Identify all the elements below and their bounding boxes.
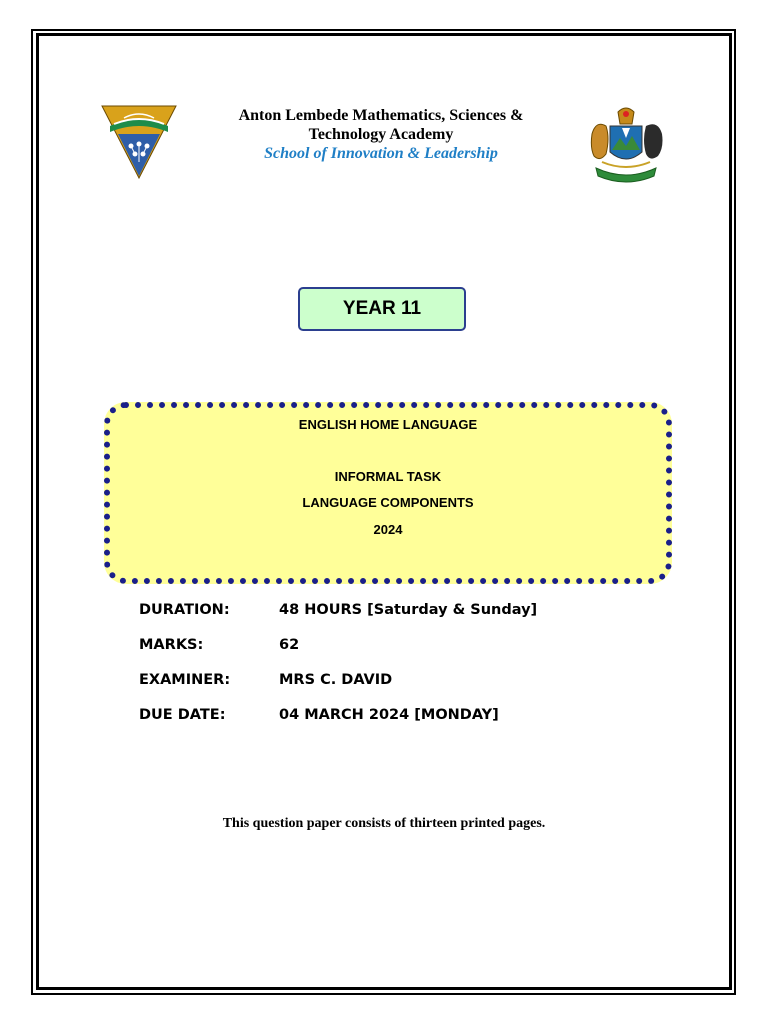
page-count-note: This question paper consists of thirteen printed pages. — [222, 816, 546, 831]
school-name-line2: Technology Academy — [308, 126, 454, 143]
school-tagline: School of Innovation & Leadership — [264, 145, 498, 162]
task-year: 2024 — [373, 522, 403, 537]
kwazulu-natal-coat-of-arms-icon — [584, 104, 668, 186]
duration-value: 48 HOURS [Saturday & Sunday] — [279, 602, 538, 618]
due-date-label: DUE DATE: — [139, 707, 226, 723]
marks-label: MARKS: — [139, 637, 204, 653]
task-info-box — [104, 402, 672, 584]
grade-label-box — [298, 287, 466, 331]
task-type: INFORMAL TASK — [334, 469, 442, 484]
due-date-value: 04 MARCH 2024 [MONDAY] — [279, 707, 499, 723]
examiner-value: MRS C. DAVID — [279, 672, 393, 688]
task-component: LANGUAGE COMPONENTS — [302, 495, 474, 510]
duration-label: DURATION: — [139, 602, 230, 618]
academy-crest-icon — [100, 104, 178, 180]
examiner-label: EXAMINER: — [139, 672, 231, 688]
grade-label: YEAR 11 — [342, 298, 422, 319]
subject-title: ENGLISH HOME LANGUAGE — [298, 417, 478, 432]
school-header — [200, 106, 562, 164]
marks-value: 62 — [279, 637, 300, 653]
school-name-line1: Anton Lembede Mathematics, Sciences & — [238, 107, 524, 124]
